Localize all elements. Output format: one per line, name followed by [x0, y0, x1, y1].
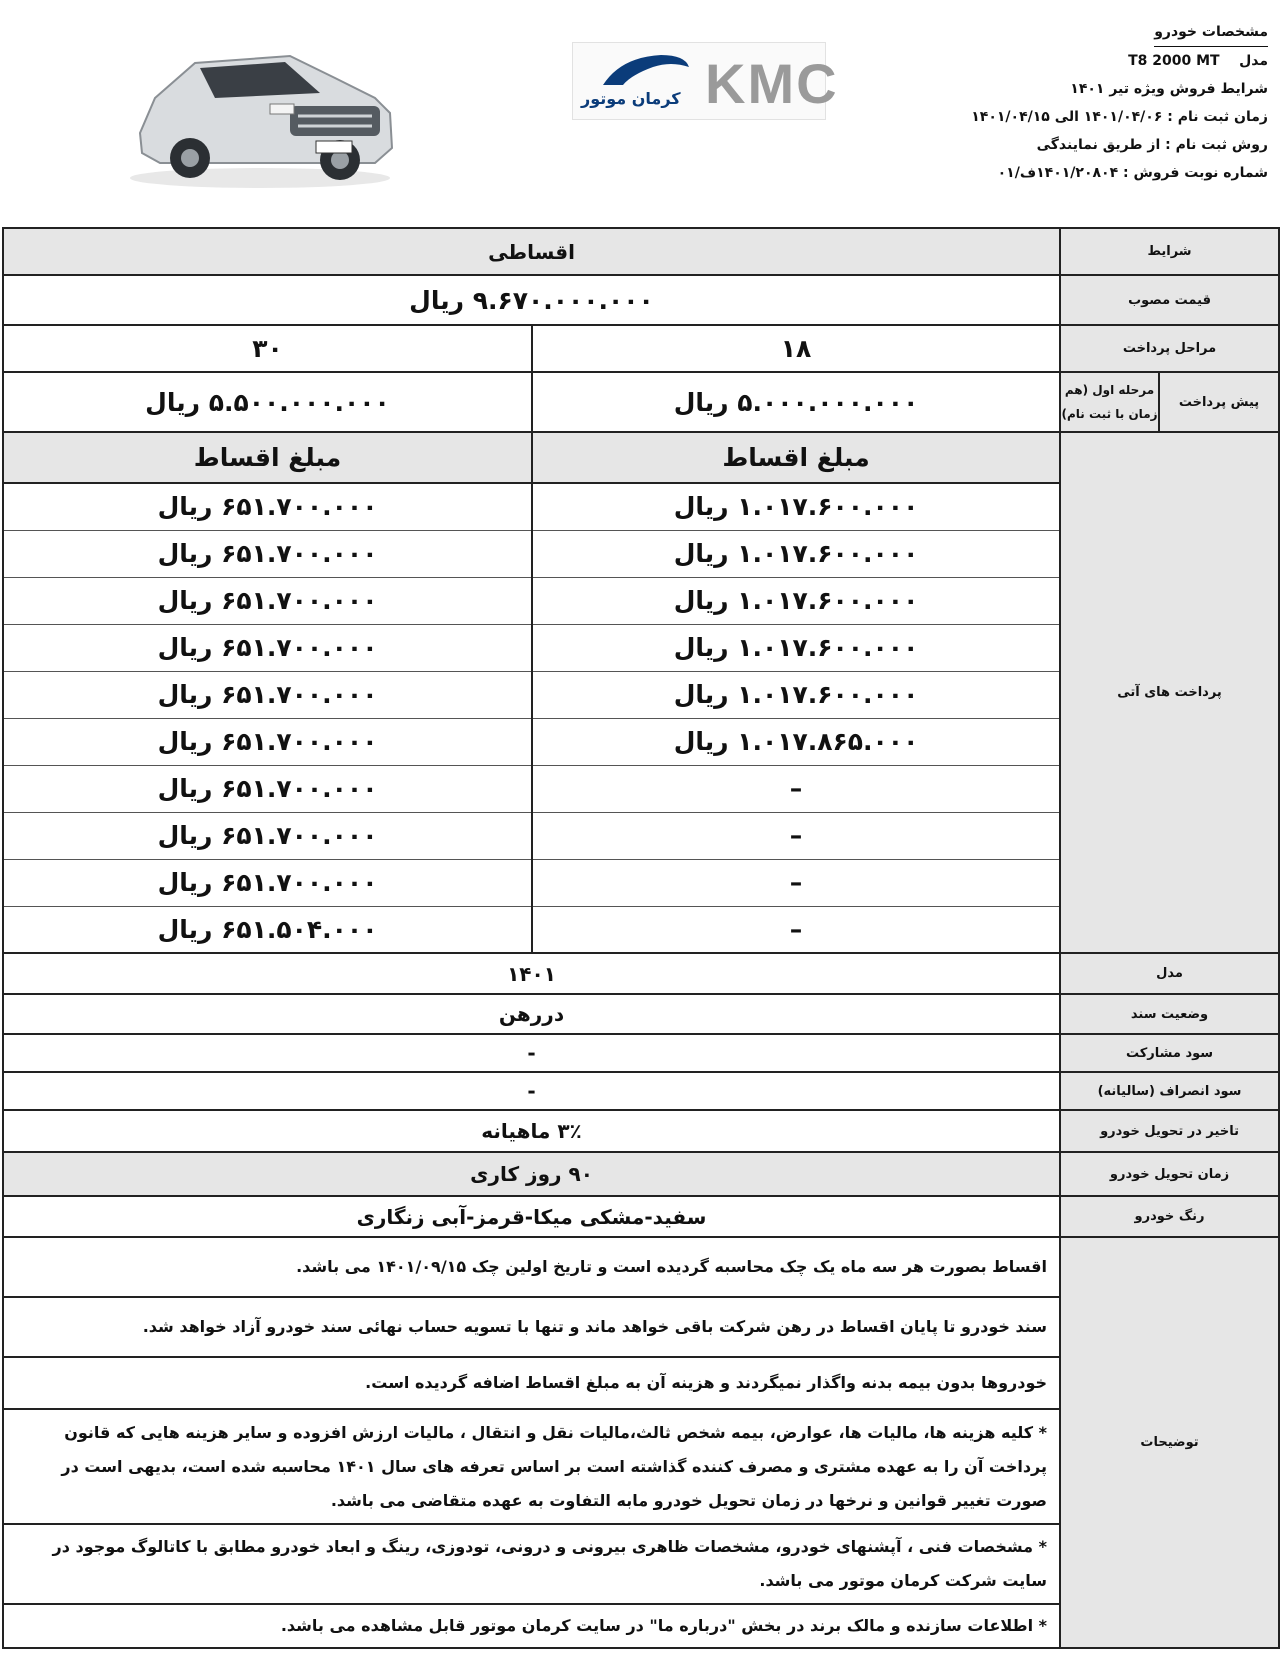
sale-line: شرایط فروش ویژه تیر ۱۴۰۱: [1070, 81, 1268, 97]
installment-30: ۶۵۱.۷۰۰.۰۰۰ ریال: [3, 765, 532, 812]
stage-18: ۱۸: [532, 325, 1060, 372]
note-text: * کلیه هزینه ها، مالیات ها، عوارض، بیمه شخص ثالث،مالیات نقل و انتقال ، مالیات ارزش افزوده و سایر هزینه هایی که قانون پرداخت آن را به عهده مشتری و مصرف کننده گذاشته است بر اساس تعرفه های سال ۱۴۰۱ محاسبه شده است، بدیهی است در صورت تغییر قوانین و نرخها در زمان تحویل خودرو مابه التفاوت به عهده متقاضی می باشد.: [3, 1409, 1060, 1524]
prepay-30: ۵.۵۰۰.۰۰۰.۰۰۰ ریال: [3, 372, 532, 432]
detail-value: -: [3, 1034, 1060, 1072]
detail-value: -: [3, 1072, 1060, 1110]
installment-18: ۱.۰۱۷.۸۶۵.۰۰۰ ریال: [532, 718, 1060, 765]
installment-30: ۶۵۱.۷۰۰.۰۰۰ ریال: [3, 812, 532, 859]
prepay-row: پیش پرداخت مرحله اول (هم زمان با ثبت نام) ۵.۰۰۰.۰۰۰.۰۰۰ ریال ۵.۵۰۰.۰۰۰.۰۰۰ ریال: [3, 372, 1279, 432]
note-row: [3, 1237, 1279, 1297]
installment-30: ۶۵۱.۷۰۰.۰۰۰ ریال: [3, 859, 532, 906]
installment-30: ۶۵۱.۷۰۰.۰۰۰ ریال: [3, 624, 532, 671]
installment-header-row: [3, 432, 1279, 483]
installment-30: ۶۵۱.۷۰۰.۰۰۰ ریال: [3, 530, 532, 577]
stages-row: مراحل پرداخت ۱۸ ۳۰: [3, 325, 1279, 372]
price-row: قیمت مصوب ۹.۶۷۰.۰۰۰.۰۰۰ ریال: [3, 275, 1279, 325]
detail-row: [3, 1152, 1279, 1196]
detail-row: [3, 953, 1279, 994]
installment-18: ۱.۰۱۷.۶۰۰.۰۰۰ ریال: [532, 624, 1060, 671]
pricing-table: [2, 227, 1280, 1649]
prepay-18: ۵.۰۰۰.۰۰۰.۰۰۰ ریال: [532, 372, 1060, 432]
notes-label: توضیحات: [1060, 1237, 1279, 1648]
vehicle-specs: [971, 18, 1268, 187]
detail-value: ۹۰ روز کاری: [3, 1152, 1060, 1196]
detail-value: دررهن: [3, 994, 1060, 1034]
registration-method: روش ثبت نام : از طریق نمایندگی: [1036, 137, 1268, 153]
detail-label: زمان تحویل خودرو: [1060, 1152, 1279, 1196]
installment-18: –: [532, 812, 1060, 859]
note-text: سند خودرو تا پایان اقساط در رهن شرکت باقی خواهد ماند و تنها با تسویه حساب نهائی سند خودرو آزاد خواهد شد.: [3, 1297, 1060, 1357]
specs-title: مشخصات خودرو: [1154, 18, 1268, 47]
registration-time: زمان ثبت نام : ۱۴۰۱/۰۴/۰۶ الی ۱۴۰۱/۰۴/۱۵: [971, 109, 1268, 125]
header: [0, 0, 1280, 205]
installment-18: ۱.۰۱۷.۶۰۰.۰۰۰ ریال: [532, 577, 1060, 624]
detail-value: ۱۴۰۱: [3, 953, 1060, 994]
detail-label: سود انصراف (سالیانه): [1060, 1072, 1279, 1110]
installment-18: ۱.۰۱۷.۶۰۰.۰۰۰ ریال: [532, 483, 1060, 530]
installment-header: مبلغ اقساط: [532, 432, 1060, 483]
detail-label: وضعیت سند: [1060, 994, 1279, 1034]
detail-value: سفید-مشکی میکا-قرمز-آبی زنگاری: [3, 1196, 1060, 1237]
conditions-value: اقساطی: [3, 228, 1060, 275]
detail-row: [3, 994, 1279, 1034]
installment-18: ۱.۰۱۷.۶۰۰.۰۰۰ ریال: [532, 671, 1060, 718]
note-text: خودروها بدون بیمه بدنه واگذار نمیگردند و هزینه آن به مبلغ اقساط اضافه گردیده است.: [3, 1357, 1060, 1409]
installment-18: ۱.۰۱۷.۶۰۰.۰۰۰ ریال: [532, 530, 1060, 577]
installment-30: ۶۵۱.۵۰۴.۰۰۰ ریال: [3, 906, 532, 953]
note-text: * مشخصات فنی ، آپشنهای خودرو، مشخصات ظاهری بیرونی و درونی، تودوزی، رینگ و ابعاد خودرو مطابق با کاتالوگ موجود در سایت شرکت کرمان موتور می باشد.: [3, 1524, 1060, 1604]
detail-row: [3, 1196, 1279, 1237]
installment-30: ۶۵۱.۷۰۰.۰۰۰ ریال: [3, 671, 532, 718]
detail-label: تاخیر در تحویل خودرو: [1060, 1110, 1279, 1152]
turn-number: شماره نوبت فروش : ۱۴۰۱/۲۰۸۰۴ف/۰۱: [997, 165, 1268, 181]
detail-row: [3, 1072, 1279, 1110]
note-text: اقساط بصورت هر سه ماه یک چک محاسبه گردیده است و تاریخ اولین چک ۱۴۰۱/۰۹/۱۵ می باشد.: [3, 1237, 1060, 1297]
pickup-truck-image: [120, 38, 405, 193]
conditions-row: شرایط اقساطی: [3, 228, 1279, 275]
installment-18: –: [532, 906, 1060, 953]
detail-label: رنگ خودرو: [1060, 1196, 1279, 1237]
detail-label: سود مشارکت: [1060, 1034, 1279, 1072]
price-value: ۹.۶۷۰.۰۰۰.۰۰۰ ریال: [3, 275, 1060, 325]
installment-18: –: [532, 765, 1060, 812]
note-text: * اطلاعات سازنده و مالک برند در بخش "درباره ما" در سایت کرمان موتور قابل مشاهده می باشد.: [3, 1604, 1060, 1648]
model-line: مدل T8 2000 MT: [1128, 53, 1268, 69]
installment-30: ۶۵۱.۷۰۰.۰۰۰ ریال: [3, 577, 532, 624]
installment-30: ۶۵۱.۷۰۰.۰۰۰ ریال: [3, 483, 532, 530]
stage-30: ۳۰: [3, 325, 532, 372]
installment-18: –: [532, 859, 1060, 906]
future-payments-label: پرداخت های آتی: [1060, 432, 1279, 953]
detail-row: [3, 1034, 1279, 1072]
detail-label: مدل: [1060, 953, 1279, 994]
installment-header: مبلغ اقساط: [3, 432, 532, 483]
kmc-logo: KMC کرمان موتور: [572, 42, 826, 120]
installment-30: ۶۵۱.۷۰۰.۰۰۰ ریال: [3, 718, 532, 765]
detail-value: ۳٪ ماهیانه: [3, 1110, 1060, 1152]
detail-row: [3, 1110, 1279, 1152]
